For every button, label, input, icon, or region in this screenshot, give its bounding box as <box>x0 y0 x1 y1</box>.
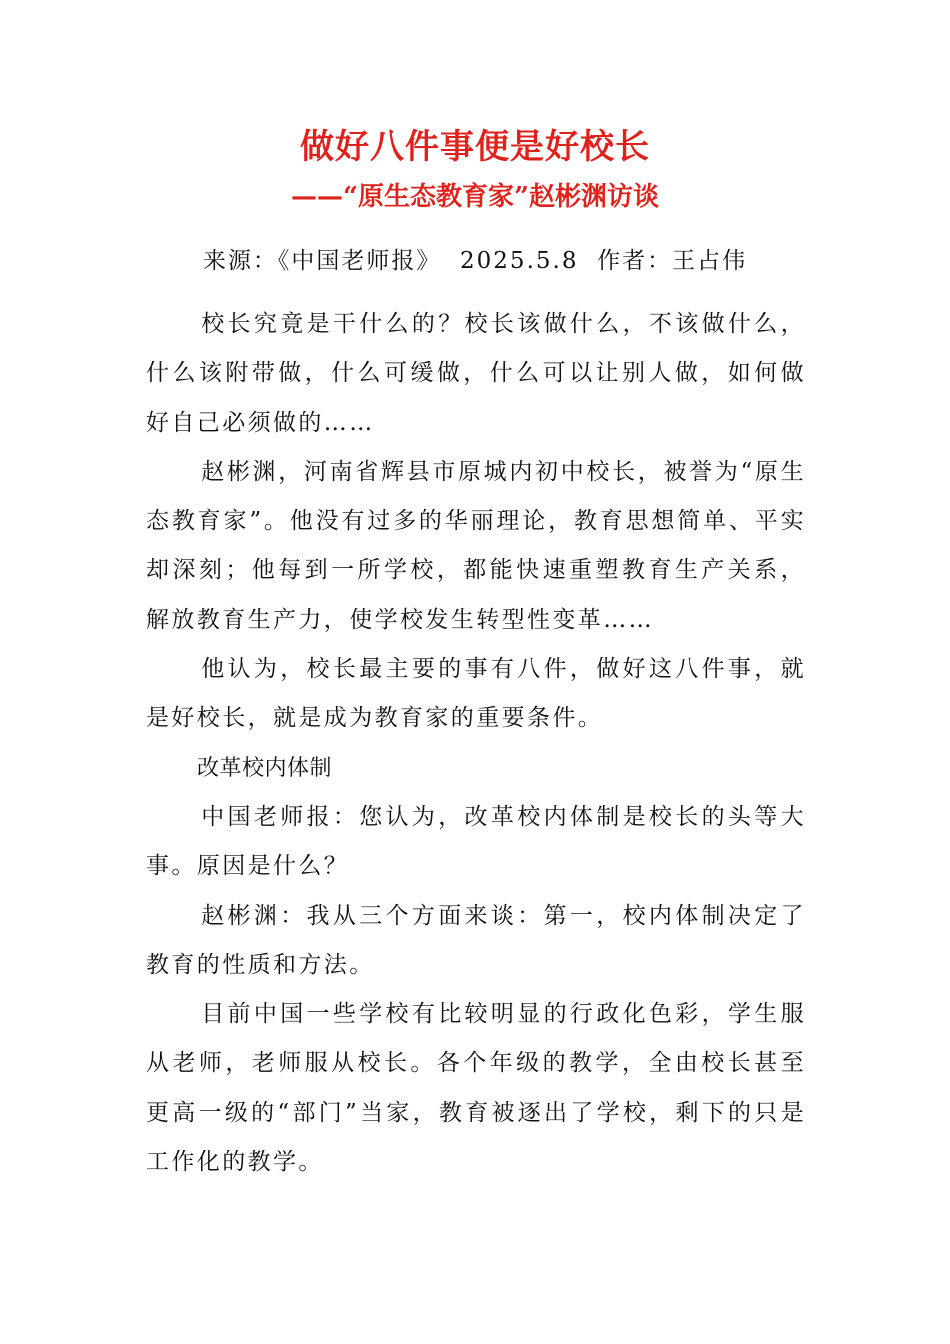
source-line <box>0 244 950 278</box>
publish-date: 2025.5.8 <box>460 248 579 274</box>
paragraph-question: 中国老师报：您认为，改革校内体制是校长的头等大事。原因是什么？ <box>146 803 806 880</box>
article-body <box>146 300 806 1187</box>
paragraph-intro: 校长究竟是干什么的？校长该做什么，不该做什么，什么该附带做，什么可缓做，什么可以让别人做，如何做好自己必须做的…… <box>146 311 806 436</box>
article-title: 做好八件事便是好校长 <box>300 127 650 167</box>
paragraph-answer: 赵彬渊：我从三个方面来谈：第一，校内体制决定了教育的性质和方法。 <box>146 902 806 978</box>
section-heading: 改革校内体制 <box>197 755 333 781</box>
paragraph-eight-things: 他认为，校长最主要的事有八件，做好这八件事，就是好校长，就是成为教育家的重要条件。 <box>146 656 806 732</box>
paragraph-administration: 目前中国一些学校有比较明显的行政化色彩，学生服从老师，老师服从校长。各个年级的教学，全由校长甚至更高一级的“部门”当家，教育被逐出了学校，剩下的只是工作化的教学。 <box>146 1001 806 1176</box>
author-name: 作者：王占伟 <box>597 248 748 274</box>
source-name: 来源：《中国老师报》 <box>202 248 442 274</box>
article-subtitle: ——“原生态教育家”赵彬渊访谈 <box>291 182 659 212</box>
paragraph-profile: 赵彬渊，河南省辉县市原城内初中校长，被誉为“原生态教育家”。他没有过多的华丽理论，教育思想简单、平实却深刻；他每到一所学校，都能快速重塑教育生产关系，解放教育生产力，使学校发生转型性变革…… <box>146 458 806 633</box>
